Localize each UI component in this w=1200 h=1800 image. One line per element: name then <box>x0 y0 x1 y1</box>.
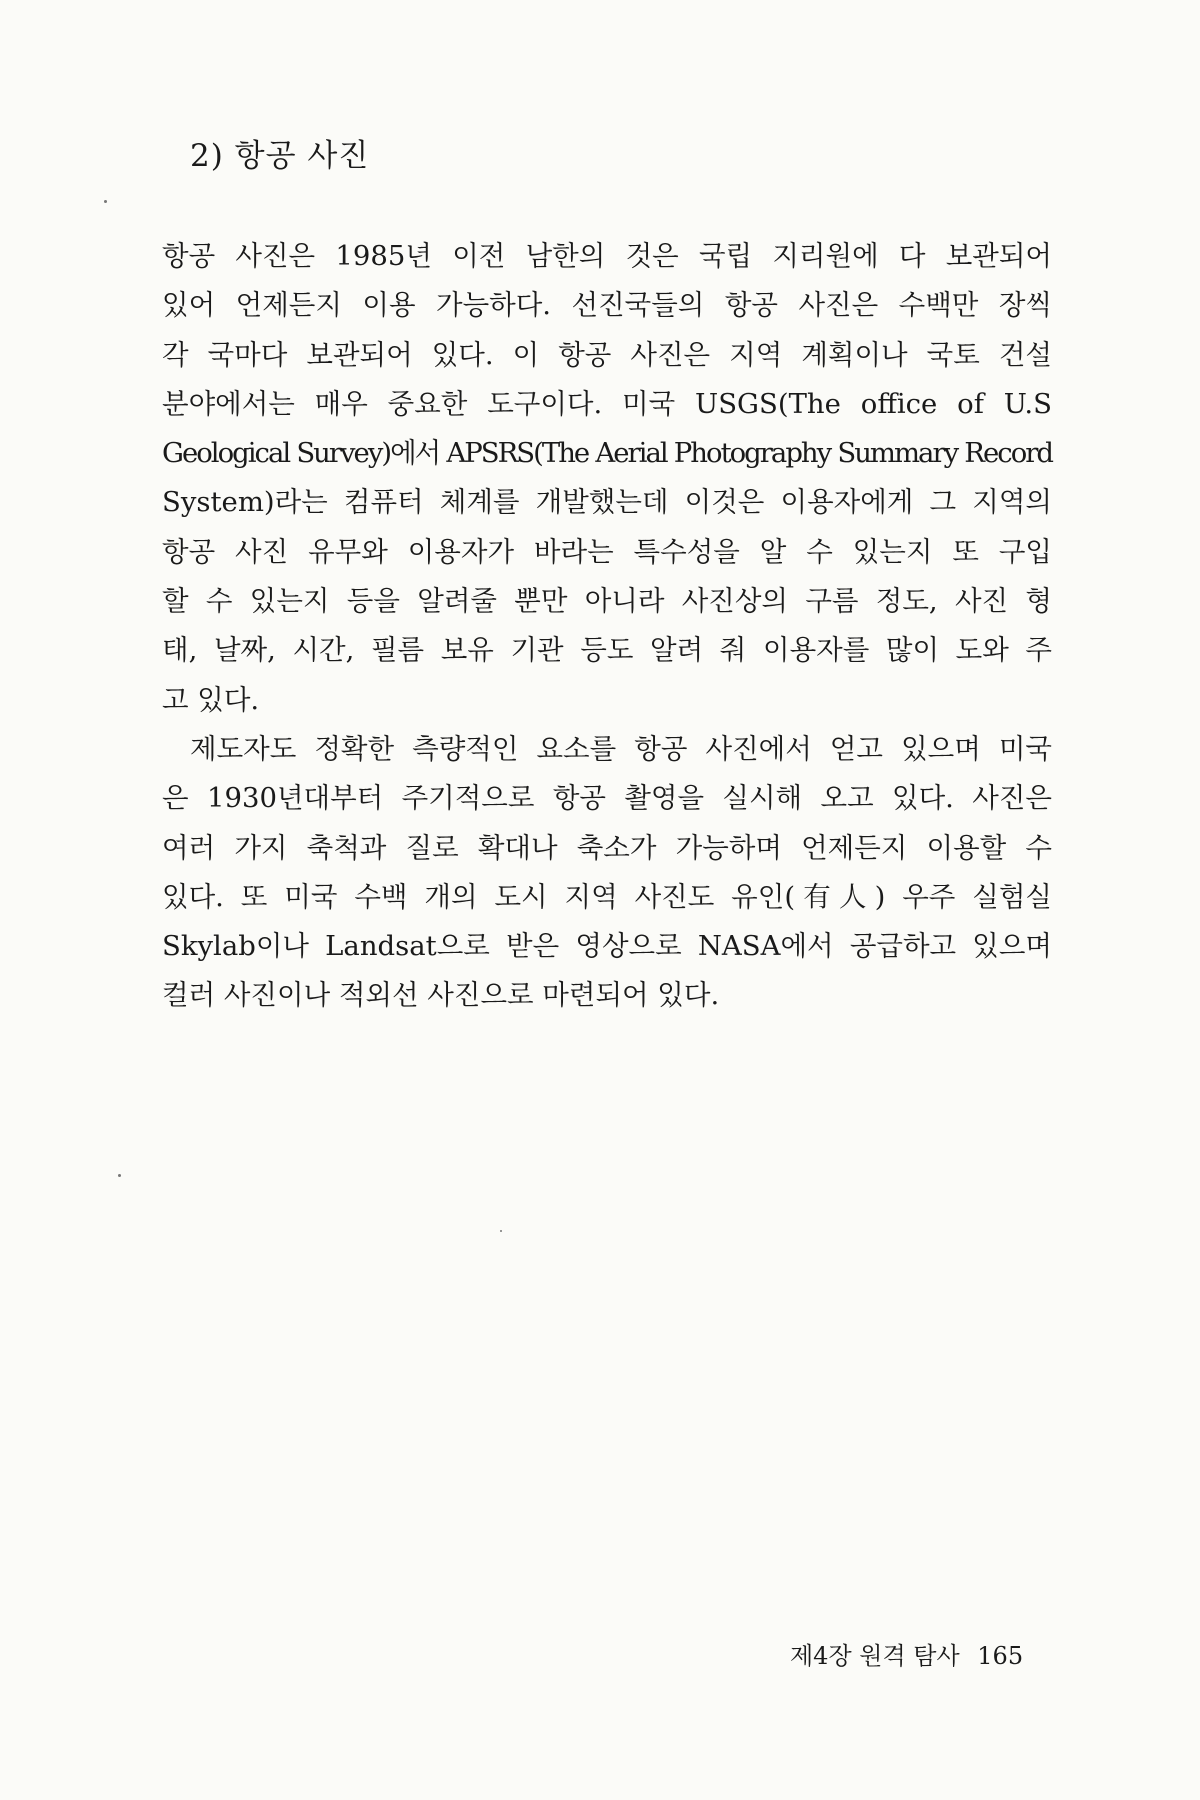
section-heading: 2) 항공 사진 <box>190 138 370 174</box>
paragraph-2-line: 여러 가지 축척과 질로 확대나 축소가 가능하며 언제든지 이용할 수 <box>162 831 1052 864</box>
paragraph-1-line: System)라는 컴퓨터 체계를 개발했는데 이것은 이용자에게 그 지역의 <box>162 486 1052 519</box>
paragraph-1-line: Geological Survey)에서 APSRS(The Aerial Photography Summary Record <box>162 437 1052 470</box>
scan-speck <box>118 1174 121 1177</box>
body-text <box>162 232 1052 1021</box>
scan-speck <box>500 1230 502 1232</box>
page-number: 165 <box>977 1642 1024 1670</box>
paragraph-2-line: 은 1930년대부터 주기적으로 항공 촬영을 실시해 오고 있다. 사진은 <box>162 782 1052 815</box>
chapter-title: 제4장 원격 탐사 <box>790 1642 960 1670</box>
paragraph-1-line: 분야에서는 매우 중요한 도구이다. 미국 USGS(The office of U.S <box>162 387 1052 420</box>
paragraph-1-line: 태, 날짜, 시간, 필름 보유 기관 등도 알려 줘 이용자를 많이 도와 주 <box>162 634 1052 667</box>
paragraph-1-line: 할 수 있는지 등을 알려줄 뿐만 아니라 사진상의 구름 정도, 사진 형 <box>162 585 1052 618</box>
paragraph-1-line: 고 있다. <box>162 683 260 716</box>
scan-speck <box>104 200 107 203</box>
paragraph-1-line: 항공 사진 유무와 이용자가 바라는 특수성을 알 수 있는지 또 구입 <box>162 535 1052 568</box>
paragraph-1-line: 항공 사진은 1985년 이전 남한의 것은 국립 지리원에 다 보관되어 <box>162 240 1052 272</box>
running-footer <box>790 1636 1023 1671</box>
paragraph-2-line: 제도자도 정확한 측량적인 요소를 항공 사진에서 얻고 있으며 미국 <box>190 732 1052 765</box>
paragraph-1-line: 각 국마다 보관되어 있다. 이 항공 사진은 지역 계획이나 국토 건설 <box>162 338 1052 371</box>
paragraph-2-line: 있다. 또 미국 수백 개의 도시 지역 사진도 유인(有人) 우주 실험실 <box>162 880 1052 913</box>
paragraph-1-line: 있어 언제든지 이용 가능하다. 선진국들의 항공 사진은 수백만 장씩 <box>162 289 1052 322</box>
paragraph-2-line: Skylab이나 Landsat으로 받은 영상으로 NASA에서 공급하고 있으며 <box>162 930 1052 963</box>
paragraph-2-line: 컬러 사진이나 적외선 사진으로 마련되어 있다. <box>162 979 720 1012</box>
